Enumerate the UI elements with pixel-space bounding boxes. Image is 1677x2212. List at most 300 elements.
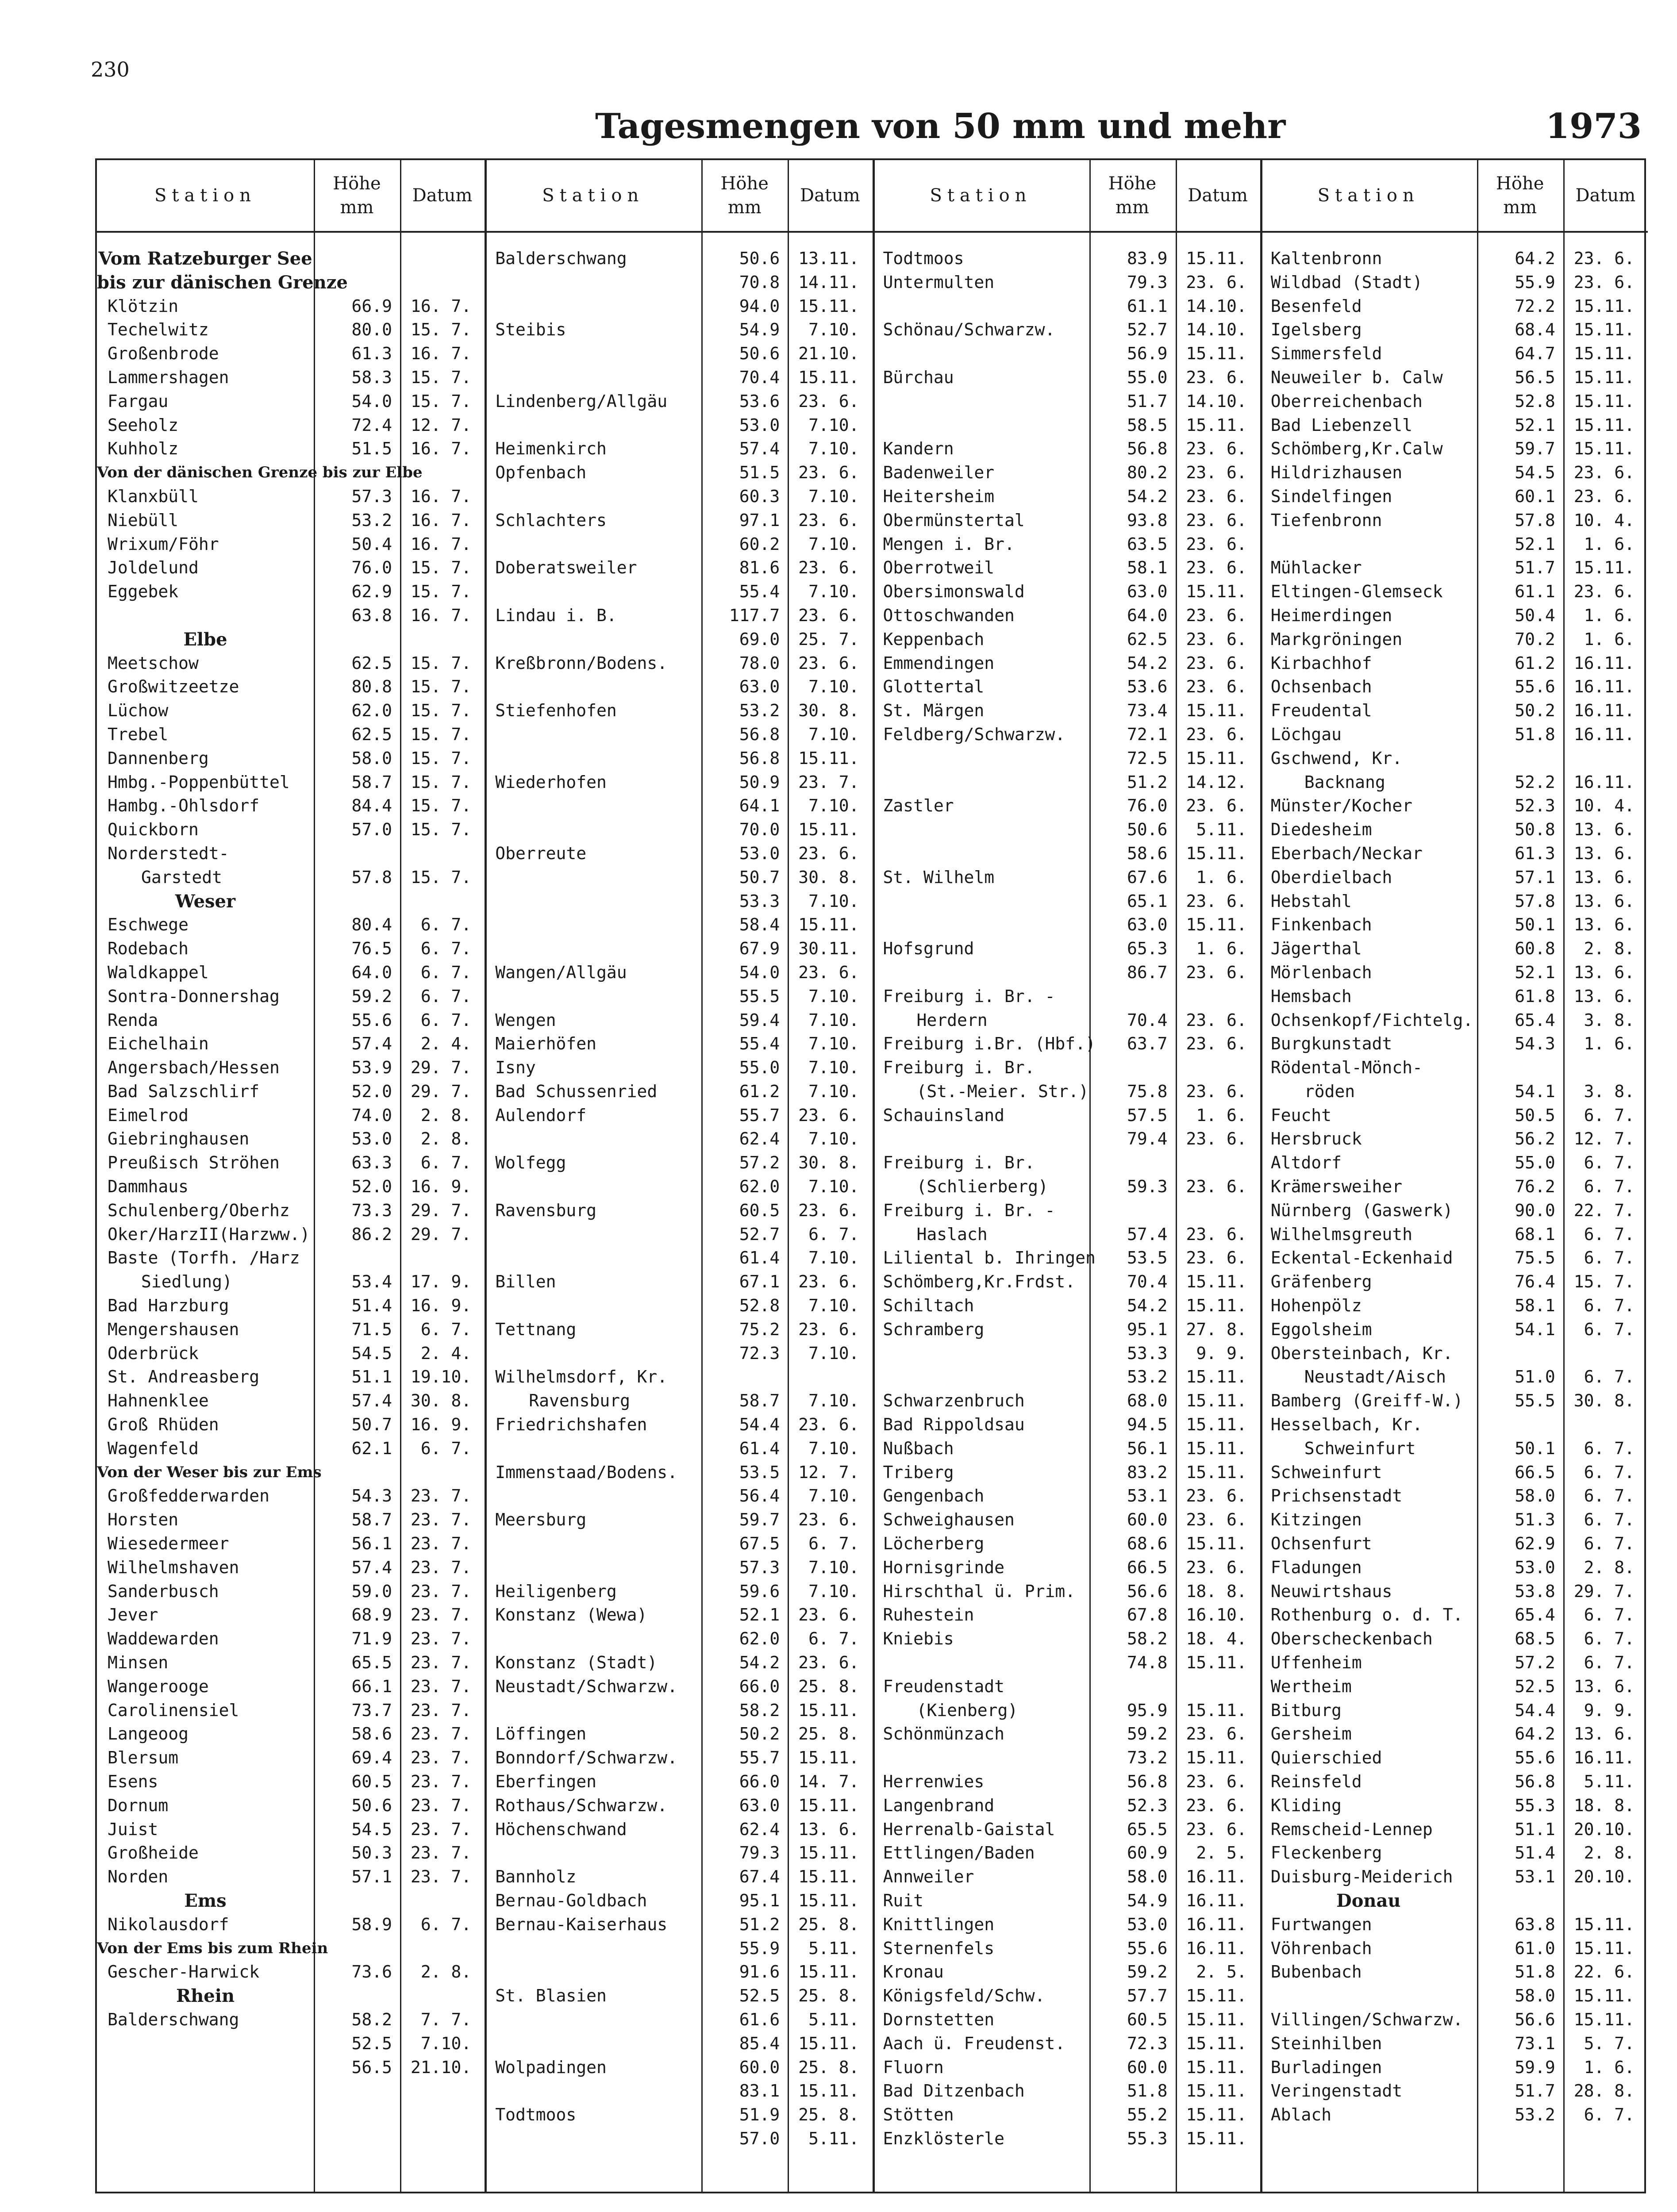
height-mm: 73.2 (1127, 1748, 1168, 1768)
height-mm: 58.0 (351, 748, 392, 768)
date: 6. 7. (1584, 1462, 1635, 1482)
station-name: Schulenberg/Oberhz (108, 1200, 290, 1220)
height-mm: 64.2 (1515, 1724, 1555, 1744)
table-header (485, 160, 872, 233)
height-mm: 79.4 (1127, 1129, 1168, 1149)
height-mm: 68.5 (1515, 1629, 1555, 1649)
station-name: Rothenburg o. d. T. (1270, 1605, 1463, 1625)
table-row (873, 1841, 1260, 1865)
height-mm: 57.1 (351, 1867, 392, 1887)
table-row (873, 2032, 1260, 2056)
date: 23. 7. (410, 1843, 472, 1863)
station-name: Ravensburg (495, 1200, 597, 1220)
table-row (1260, 1032, 1648, 1056)
station-name: Seeholz (108, 415, 179, 435)
height-mm: 66.5 (1515, 1462, 1555, 1482)
table-row (97, 842, 485, 866)
height-mm: 65.4 (1515, 1605, 1555, 1625)
station-name: Wiederhofen (495, 772, 607, 792)
height-mm: 63.3 (351, 1153, 392, 1173)
table-row (485, 1675, 872, 1699)
height-mm: 64.7 (1515, 344, 1555, 364)
height-mm: 55.3 (1127, 2128, 1168, 2148)
table-row (873, 1699, 1260, 1723)
station-name: Schweinfurt (1270, 1462, 1382, 1482)
height-mm: 60.0 (1127, 1510, 1168, 1530)
table-row (873, 2127, 1260, 2151)
height-mm: 62.1 (351, 1438, 392, 1458)
height-mm: 57.4 (739, 439, 780, 459)
date: 15. 7. (410, 391, 472, 411)
table-row (485, 1080, 872, 1104)
table-row (873, 1508, 1260, 1532)
station-name: Mengen i. Br. (883, 534, 1015, 554)
station-name: Oberdielbach (1270, 867, 1392, 887)
table-row (873, 509, 1260, 533)
date: 23. 6. (798, 653, 859, 673)
height-mm: 94.0 (739, 296, 780, 316)
height-mm: 58.2 (351, 2009, 392, 2029)
height-mm: 57.8 (1515, 510, 1555, 530)
table-row (873, 1246, 1260, 1270)
table-row (485, 985, 872, 1009)
station-name: Stiefenhofen (495, 701, 617, 721)
date: 7.10. (808, 796, 859, 816)
table-row (873, 1532, 1260, 1556)
station-name: Oberreute (495, 843, 587, 863)
table-row (485, 533, 872, 557)
height-mm: 76.0 (1127, 796, 1168, 816)
date: 15.11. (1186, 1272, 1247, 1292)
station-name: Liliental b. Ihringen (883, 1248, 1096, 1268)
table-row (1260, 937, 1648, 961)
table-row (97, 1675, 485, 1699)
table-row (485, 414, 872, 438)
height-mm: 95.1 (1127, 1319, 1168, 1339)
station-name: Carolinensiel (108, 1700, 239, 1720)
station-name: Ruit (883, 1890, 924, 1910)
date: 23. 6. (1186, 367, 1247, 387)
height-mm: 59.6 (739, 1581, 780, 1601)
date: 23. 6. (798, 1605, 859, 1625)
station-name: Klanxbüll (108, 486, 199, 506)
height-mm: 57.7 (1127, 1986, 1168, 2006)
station-name: Knittlingen (883, 1914, 995, 1934)
date: 23. 6. (798, 1319, 859, 1339)
station-name: Kronau (883, 1962, 944, 1982)
height-mm: 51.2 (739, 1914, 780, 1934)
table-row (873, 1056, 1260, 1080)
height-mm: 56.8 (739, 748, 780, 768)
height-mm: 62.9 (1515, 1534, 1555, 1554)
table-row (1260, 580, 1648, 604)
date: 16.11. (1186, 1867, 1247, 1887)
station-name: Ruhestein (883, 1605, 974, 1625)
table-row (97, 1223, 485, 1247)
height-mm: 62.0 (739, 1629, 780, 1649)
date: 3. 8. (1584, 1010, 1635, 1030)
date: 15.11. (1186, 1653, 1247, 1673)
station-name: Oberrotweil (883, 558, 995, 578)
station-name: Oberreichenbach (1270, 391, 1423, 411)
table-row (873, 628, 1260, 652)
date: 6. 7. (1584, 1105, 1635, 1125)
height-mm: 54.1 (1515, 1081, 1555, 1101)
station-name: Königsfeld/Schw. (883, 1986, 1045, 2006)
height-mm: 54.9 (1127, 1890, 1168, 1910)
table-row (873, 1175, 1260, 1199)
table-row (873, 961, 1260, 985)
table-row (1260, 961, 1648, 985)
table-row (97, 1294, 485, 1318)
height-mm: 53.0 (351, 1129, 392, 1149)
station-name: Krämersweiher (1270, 1177, 1403, 1197)
table-row (97, 390, 485, 414)
date: 6. 7. (1584, 1177, 1635, 1197)
table-row (97, 1627, 485, 1651)
height-mm: 97.1 (739, 510, 780, 530)
height-mm: 56.2 (1515, 1129, 1555, 1149)
height-mm: 56.9 (1127, 344, 1168, 364)
station-name: Obersimonswald (883, 582, 1025, 602)
date: 15. 7. (1573, 1272, 1635, 1292)
height-mm: 66.1 (351, 1676, 392, 1696)
date: 15.11. (1186, 1986, 1247, 2006)
station-name: Freiburg i. Br. - (883, 1200, 1055, 1220)
date: 25. 8. (798, 1986, 859, 2006)
date: 23. 6. (798, 605, 859, 625)
height-mm: 52.3 (1515, 796, 1555, 816)
date: 7.10. (808, 320, 859, 340)
height-mm: 50.1 (1515, 915, 1555, 935)
height-mm: 57.8 (351, 867, 392, 887)
height-mm: 55.2 (1127, 2105, 1168, 2125)
station-name: Kuhholz (108, 439, 179, 459)
date: 5. 7. (1584, 2033, 1635, 2053)
table-row (873, 771, 1260, 795)
date: 29. 7. (1573, 1581, 1635, 1601)
height-mm: 79.3 (739, 1843, 780, 1863)
date: 23. 6. (1186, 724, 1247, 744)
station-name: Bonndorf/Schwarzw. (495, 1748, 678, 1768)
station-name: Emmendingen (883, 653, 995, 673)
station-name: Garstedt (141, 867, 223, 887)
station-name: Burladingen (1270, 2057, 1382, 2077)
table-row (873, 461, 1260, 485)
height-mm: 54.3 (1515, 1034, 1555, 1054)
height-mm: 57.2 (739, 1153, 780, 1173)
height-mm: 67.9 (739, 939, 780, 959)
page-year: 1973 (1545, 106, 1642, 146)
station-name: Rodebach (108, 939, 189, 959)
date: 13. 6. (1573, 1676, 1635, 1696)
section-heading-row (97, 890, 485, 914)
station-name: Hmbg.-Poppenbüttel (108, 772, 290, 792)
station-name: Gschwend, Kr. (1270, 748, 1403, 768)
table-row (1260, 913, 1648, 937)
date: 2. 8. (420, 1962, 472, 1982)
table-row (485, 247, 872, 271)
station-name: Triberg (883, 1462, 954, 1482)
date: 23. 7. (410, 1795, 472, 1815)
table-row (485, 2056, 872, 2080)
height-mm: 52.8 (739, 1296, 780, 1316)
table-row (485, 1009, 872, 1033)
date: 13. 6. (1573, 891, 1635, 911)
table-row (97, 1841, 485, 1865)
table-row (873, 1984, 1260, 2008)
station-name: Hahnenklee (108, 1391, 209, 1411)
table-row (97, 747, 485, 771)
station-name: Kaltenbronn (1270, 249, 1382, 268)
table-row (485, 318, 872, 342)
height-mm: 60.0 (1127, 2057, 1168, 2077)
height-mm: 52.3 (1127, 1795, 1168, 1815)
table-row (485, 1770, 872, 1794)
station-name: Zastler (883, 796, 954, 816)
height-mm: 54.5 (1515, 463, 1555, 483)
station-name: Gengenbach (883, 1486, 985, 1506)
table-row (1260, 1413, 1648, 1437)
station-name: Obersteinbach, Kr. (1270, 1343, 1453, 1363)
table-row (873, 937, 1260, 961)
height-mm: 63.5 (1127, 534, 1168, 554)
table-row (873, 1794, 1260, 1818)
table-row (873, 390, 1260, 414)
date: 23. 6. (798, 510, 859, 530)
date: 30. 8. (798, 701, 859, 721)
height-mm: 50.6 (1127, 820, 1168, 840)
table-row (485, 1461, 872, 1485)
date: 29. 7. (410, 1200, 472, 1220)
date: 23. 6. (798, 391, 859, 411)
station-name: Großwitzeetze (108, 677, 239, 697)
date: 23. 6. (1186, 1724, 1247, 1744)
station-name: Lindau i. B. (495, 605, 617, 625)
height-mm: 54.0 (739, 962, 780, 982)
height-mm: 66.5 (1127, 1557, 1168, 1577)
height-mm: 57.1 (1515, 867, 1555, 887)
table-row (97, 1009, 485, 1033)
table-row (485, 1342, 872, 1366)
height-mm: 73.6 (351, 1962, 392, 1982)
table-row (1260, 1461, 1648, 1485)
section-heading-row (1260, 1889, 1648, 1913)
date: 23. 6. (1186, 1081, 1247, 1101)
height-mm: 72.3 (739, 1343, 780, 1363)
station-name: Eltingen-Glemseck (1270, 582, 1443, 602)
date: 15. 7. (410, 701, 472, 721)
date: 13. 6. (1573, 820, 1635, 840)
height-mm: 51.1 (351, 1367, 392, 1387)
table-row (97, 1199, 485, 1223)
table-row (873, 1342, 1260, 1366)
date: 29. 7. (410, 1081, 472, 1101)
date: 15.11. (1186, 2081, 1247, 2101)
section-heading: Rhein (176, 1985, 235, 2007)
table-row (485, 1246, 872, 1270)
table-header (1260, 160, 1648, 233)
header-hoehe: Höhe mm (333, 173, 381, 218)
table-row (485, 866, 872, 890)
table-row (873, 1151, 1260, 1175)
date: 23. 6. (1186, 1795, 1247, 1815)
date: 7.10. (808, 534, 859, 554)
date: 23. 6. (1186, 1224, 1247, 1244)
height-mm: 76.5 (351, 939, 392, 959)
table-row (873, 1437, 1260, 1461)
table-row (873, 1009, 1260, 1033)
station-name: Bernau-Goldbach (495, 1890, 647, 1910)
station-name: Kandern (883, 439, 954, 459)
station-name: Schramberg (883, 1319, 985, 1339)
table-row (485, 556, 872, 580)
station-name: Hildrizhausen (1270, 463, 1403, 483)
table-row (97, 1389, 485, 1413)
height-mm: 70.8 (739, 272, 780, 292)
table-row (873, 1603, 1260, 1627)
station-name: Fluorn (883, 2057, 944, 2077)
station-name: Nußbach (883, 1438, 954, 1458)
height-mm: 53.2 (1127, 1367, 1168, 1387)
height-mm: 51.7 (1127, 391, 1168, 411)
date: 23. 6. (1186, 1034, 1247, 1054)
height-mm: 53.9 (351, 1058, 392, 1078)
table-row (485, 1104, 872, 1128)
table-row (485, 818, 872, 842)
table-row (485, 1484, 872, 1508)
station-name: Heiligenberg (495, 1581, 617, 1601)
station-name: Tettnang (495, 1319, 577, 1339)
date: 15.11. (1186, 249, 1247, 268)
table-row (1260, 890, 1648, 914)
table-row (873, 247, 1260, 271)
station-name: Herrenalb-Gaistal (883, 1819, 1055, 1839)
station-name: Bürchau (883, 367, 954, 387)
date: 23. 7. (410, 1534, 472, 1554)
date: 23. 6. (1186, 534, 1247, 554)
table-row (1260, 842, 1648, 866)
date: 15.11. (1573, 1938, 1635, 1958)
station-name: Neustadt/Schwarzw. (495, 1676, 678, 1696)
height-mm: 65.4 (1515, 1010, 1555, 1030)
height-mm: 72.1 (1127, 724, 1168, 744)
height-mm: 86.7 (1127, 962, 1168, 982)
date: 23. 6. (1186, 653, 1247, 673)
station-name: Bad Rippoldsau (883, 1415, 1025, 1435)
table-row (1260, 652, 1648, 676)
date: 6. 7. (1584, 1319, 1635, 1339)
date: 13. 6. (1573, 843, 1635, 863)
station-name: Meersburg (495, 1510, 587, 1530)
height-mm: 59.3 (1127, 1177, 1168, 1197)
table-column-block (485, 160, 872, 2192)
table-row (485, 1889, 872, 1913)
station-name: Ochsenbach (1270, 677, 1372, 697)
station-name: Langeoog (108, 1724, 189, 1744)
height-mm: 59.9 (1515, 2057, 1555, 2077)
table-row (485, 771, 872, 795)
date: 5.11. (1584, 1772, 1635, 1791)
date: 23. 6. (1186, 677, 1247, 697)
table-row (97, 699, 485, 723)
table-row (485, 1722, 872, 1746)
station-name: Untermulten (883, 272, 995, 292)
date: 15. 7. (410, 653, 472, 673)
table-row (873, 1080, 1260, 1104)
table-row (97, 1651, 485, 1675)
height-mm: 62.4 (739, 1819, 780, 1839)
table-row (97, 1722, 485, 1746)
height-mm: 64.0 (351, 962, 392, 982)
date: 14. 7. (798, 1772, 859, 1791)
table-row (873, 1889, 1260, 1913)
date: 15.11. (798, 1890, 859, 1910)
height-mm: 50.6 (351, 1795, 392, 1815)
station-name: Schiltach (883, 1296, 974, 1316)
height-mm: 50.2 (1515, 701, 1555, 721)
date: 16. 7. (410, 344, 472, 364)
height-mm: 54.2 (1127, 1296, 1168, 1316)
header-station: Station (154, 185, 257, 206)
height-mm: 58.7 (739, 1391, 780, 1411)
date: 6. 7. (420, 1010, 472, 1030)
date: 1. 6. (1196, 1105, 1247, 1125)
height-mm: 76.0 (351, 558, 392, 578)
table-row (1260, 675, 1648, 699)
height-mm: 59.4 (739, 1010, 780, 1030)
table-row (97, 1270, 485, 1294)
date: 1. 6. (1584, 534, 1635, 554)
table-row (873, 2103, 1260, 2127)
height-mm: 68.0 (1127, 1391, 1168, 1411)
height-mm: 51.5 (739, 463, 780, 483)
table-row (97, 1032, 485, 1056)
table-row (485, 794, 872, 818)
date: 15.11. (1186, 1700, 1247, 1720)
station-name: Mengershausen (108, 1319, 239, 1339)
station-name: Ottoschwanden (883, 605, 1015, 625)
table-row (97, 1127, 485, 1151)
table-row (873, 1104, 1260, 1128)
station-name: Bernau-Kaiserhaus (495, 1914, 668, 1934)
section-heading: Von der dänischen Grenze bis zur Elbe (97, 464, 423, 482)
date: 13.11. (798, 249, 859, 268)
station-name: Rothaus/Schwarzw. (495, 1795, 668, 1815)
table-row (97, 509, 485, 533)
height-mm: 53.3 (739, 891, 780, 911)
station-name: Markgröningen (1270, 629, 1403, 649)
table-row (485, 366, 872, 390)
table-row (1260, 247, 1648, 271)
date: 23. 7. (798, 772, 859, 792)
height-mm: 74.8 (1127, 1653, 1168, 1673)
station-name: Oker/HarzII(Harzww.) (108, 1224, 310, 1244)
table-row (97, 1865, 485, 1889)
table-row (485, 1365, 872, 1389)
table-row (873, 1865, 1260, 1889)
date: 15.11. (798, 1748, 859, 1768)
date: 15.11. (1573, 439, 1635, 459)
station-name: Dornum (108, 1795, 169, 1815)
table-row (1260, 628, 1648, 652)
table-row (485, 2103, 872, 2127)
date: 7.10. (808, 677, 859, 697)
table-row (97, 1484, 485, 1508)
height-mm: 59.2 (351, 986, 392, 1006)
height-mm: 54.9 (739, 320, 780, 340)
height-mm: 55.9 (1515, 272, 1555, 292)
